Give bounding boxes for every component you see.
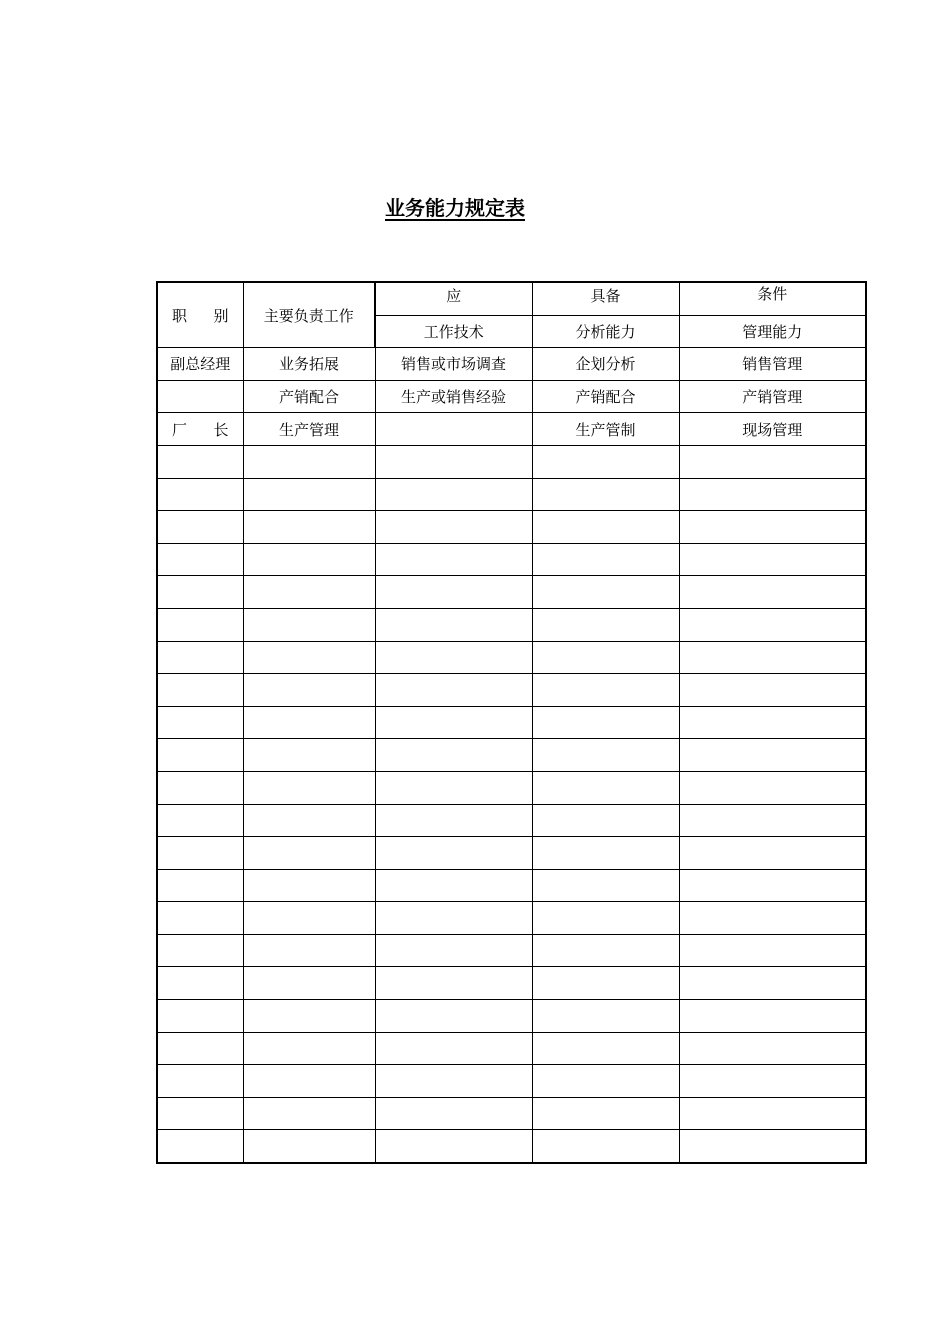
empty-cell bbox=[157, 934, 243, 967]
page-title: 业务能力规定表 bbox=[385, 196, 525, 220]
header-row-top bbox=[157, 282, 866, 315]
table-row-empty bbox=[157, 1032, 866, 1065]
cell-analysis: 企划分析 bbox=[532, 348, 679, 381]
header-analysis: 分析能力 bbox=[532, 315, 679, 348]
empty-cell bbox=[679, 739, 866, 772]
empty-cell bbox=[375, 641, 532, 674]
empty-cell bbox=[375, 1097, 532, 1130]
empty-cell bbox=[375, 967, 532, 1000]
empty-cell bbox=[375, 608, 532, 641]
table-row-empty bbox=[157, 902, 866, 935]
cell-analysis: 生产管制 bbox=[532, 413, 679, 446]
table-row-empty bbox=[157, 576, 866, 609]
empty-cell bbox=[157, 576, 243, 609]
empty-cell bbox=[375, 445, 532, 478]
empty-cell bbox=[243, 706, 375, 739]
empty-cell bbox=[679, 706, 866, 739]
header-position: 职 别 bbox=[157, 282, 243, 348]
empty-cell bbox=[157, 445, 243, 478]
empty-cell bbox=[243, 739, 375, 772]
empty-cell bbox=[375, 674, 532, 707]
empty-cell bbox=[532, 1032, 679, 1065]
empty-cell bbox=[375, 739, 532, 772]
empty-cell bbox=[243, 837, 375, 870]
empty-cell bbox=[243, 543, 375, 576]
cell-duty: 产销配合 bbox=[243, 380, 375, 413]
cell-position: 厂 长 bbox=[157, 413, 243, 446]
table-row-empty bbox=[157, 967, 866, 1000]
empty-cell bbox=[375, 902, 532, 935]
table-row-empty bbox=[157, 641, 866, 674]
table-row-empty bbox=[157, 511, 866, 544]
empty-cell bbox=[679, 1000, 866, 1033]
empty-cell bbox=[243, 1130, 375, 1163]
empty-cell bbox=[243, 445, 375, 478]
empty-cell bbox=[243, 511, 375, 544]
empty-cell bbox=[679, 543, 866, 576]
header-should-3: 条件 bbox=[679, 282, 866, 315]
header-main-duty: 主要负责工作 bbox=[243, 282, 375, 348]
empty-cell bbox=[679, 674, 866, 707]
cell-tech: 销售或市场调查 bbox=[375, 348, 532, 381]
empty-cell bbox=[375, 837, 532, 870]
empty-cell bbox=[243, 674, 375, 707]
empty-cell bbox=[375, 934, 532, 967]
table-row-empty bbox=[157, 869, 866, 902]
table-row-empty bbox=[157, 1130, 866, 1163]
empty-cell bbox=[157, 1097, 243, 1130]
empty-cell bbox=[532, 739, 679, 772]
cell-mgmt: 现场管理 bbox=[679, 413, 866, 446]
empty-cell bbox=[532, 1130, 679, 1163]
empty-cell bbox=[679, 641, 866, 674]
empty-cell bbox=[679, 576, 866, 609]
table-row bbox=[157, 380, 866, 413]
empty-cell bbox=[532, 934, 679, 967]
empty-cell bbox=[157, 608, 243, 641]
table-row-empty bbox=[157, 706, 866, 739]
table-row bbox=[157, 348, 866, 381]
table-row-empty bbox=[157, 934, 866, 967]
empty-cell bbox=[532, 608, 679, 641]
empty-cell bbox=[243, 608, 375, 641]
empty-cell bbox=[243, 804, 375, 837]
cell-duty: 生产管理 bbox=[243, 413, 375, 446]
empty-cell bbox=[375, 706, 532, 739]
empty-cell bbox=[157, 674, 243, 707]
empty-cell bbox=[679, 1130, 866, 1163]
empty-cell bbox=[243, 869, 375, 902]
table-row-empty bbox=[157, 837, 866, 870]
empty-cell bbox=[157, 1065, 243, 1098]
empty-cell bbox=[679, 445, 866, 478]
empty-cell bbox=[157, 1000, 243, 1033]
empty-cell bbox=[375, 576, 532, 609]
empty-cell bbox=[532, 771, 679, 804]
empty-cell bbox=[243, 967, 375, 1000]
table-row-empty bbox=[157, 608, 866, 641]
empty-cell bbox=[532, 1065, 679, 1098]
empty-cell bbox=[157, 967, 243, 1000]
empty-cell bbox=[157, 837, 243, 870]
empty-cell bbox=[679, 934, 866, 967]
table-row-empty bbox=[157, 804, 866, 837]
cell-duty: 业务拓展 bbox=[243, 348, 375, 381]
empty-cell bbox=[532, 478, 679, 511]
table-row-empty bbox=[157, 1065, 866, 1098]
empty-cell bbox=[532, 641, 679, 674]
cell-analysis: 产销配合 bbox=[532, 380, 679, 413]
table-row-empty bbox=[157, 739, 866, 772]
empty-cell bbox=[157, 739, 243, 772]
empty-cell bbox=[375, 771, 532, 804]
empty-cell bbox=[679, 869, 866, 902]
empty-cell bbox=[243, 1000, 375, 1033]
empty-cell bbox=[679, 1097, 866, 1130]
header-tech: 工作技术 bbox=[375, 315, 532, 348]
cell-position: 副总经理 bbox=[157, 348, 243, 381]
empty-cell bbox=[532, 706, 679, 739]
empty-cell bbox=[243, 478, 375, 511]
empty-cell bbox=[532, 804, 679, 837]
empty-cell bbox=[243, 641, 375, 674]
empty-cell bbox=[532, 967, 679, 1000]
empty-cell bbox=[375, 1065, 532, 1098]
empty-cell bbox=[679, 478, 866, 511]
empty-cell bbox=[243, 902, 375, 935]
empty-cell bbox=[679, 771, 866, 804]
empty-cell bbox=[157, 1130, 243, 1163]
cell-mgmt: 销售管理 bbox=[679, 348, 866, 381]
empty-cell bbox=[375, 804, 532, 837]
empty-cell bbox=[679, 1065, 866, 1098]
empty-cell bbox=[375, 869, 532, 902]
empty-cell bbox=[679, 837, 866, 870]
table-row-empty bbox=[157, 543, 866, 576]
empty-cell bbox=[243, 934, 375, 967]
empty-cell bbox=[157, 869, 243, 902]
empty-cell bbox=[375, 1130, 532, 1163]
empty-cell bbox=[532, 576, 679, 609]
empty-cell bbox=[157, 478, 243, 511]
empty-cell bbox=[679, 902, 866, 935]
empty-cell bbox=[532, 674, 679, 707]
empty-cell bbox=[679, 608, 866, 641]
cell-position bbox=[157, 380, 243, 413]
empty-cell bbox=[532, 837, 679, 870]
cell-tech bbox=[375, 413, 532, 446]
cell-tech: 生产或销售经验 bbox=[375, 380, 532, 413]
table-row-empty bbox=[157, 674, 866, 707]
table-row bbox=[157, 413, 866, 446]
empty-cell bbox=[679, 511, 866, 544]
empty-cell bbox=[157, 804, 243, 837]
empty-cell bbox=[532, 445, 679, 478]
empty-cell bbox=[679, 1032, 866, 1065]
header-should-2: 具备 bbox=[532, 282, 679, 315]
empty-cell bbox=[157, 706, 243, 739]
empty-cell bbox=[243, 771, 375, 804]
empty-cell bbox=[679, 804, 866, 837]
empty-cell bbox=[375, 478, 532, 511]
cell-mgmt: 产销管理 bbox=[679, 380, 866, 413]
empty-cell bbox=[243, 576, 375, 609]
empty-cell bbox=[157, 543, 243, 576]
empty-cell bbox=[157, 1032, 243, 1065]
empty-cell bbox=[157, 771, 243, 804]
header-should-1: 应 bbox=[375, 282, 532, 315]
empty-cell bbox=[157, 641, 243, 674]
empty-cell bbox=[532, 869, 679, 902]
table-row-empty bbox=[157, 445, 866, 478]
empty-cell bbox=[243, 1032, 375, 1065]
table-row-empty bbox=[157, 771, 866, 804]
table-row-empty bbox=[157, 1097, 866, 1130]
table-row-empty bbox=[157, 478, 866, 511]
empty-cell bbox=[375, 1032, 532, 1065]
empty-cell bbox=[375, 1000, 532, 1033]
empty-cell bbox=[243, 1097, 375, 1130]
empty-cell bbox=[532, 1097, 679, 1130]
empty-cell bbox=[375, 543, 532, 576]
empty-cell bbox=[679, 967, 866, 1000]
empty-cell bbox=[532, 902, 679, 935]
empty-cell bbox=[243, 1065, 375, 1098]
ability-table bbox=[156, 281, 867, 1164]
empty-cell bbox=[157, 511, 243, 544]
empty-cell bbox=[157, 902, 243, 935]
header-mgmt: 管理能力 bbox=[679, 315, 866, 348]
empty-cell bbox=[532, 543, 679, 576]
empty-cell bbox=[532, 511, 679, 544]
empty-cell bbox=[532, 1000, 679, 1033]
empty-cell bbox=[375, 511, 532, 544]
table-row-empty bbox=[157, 1000, 866, 1033]
